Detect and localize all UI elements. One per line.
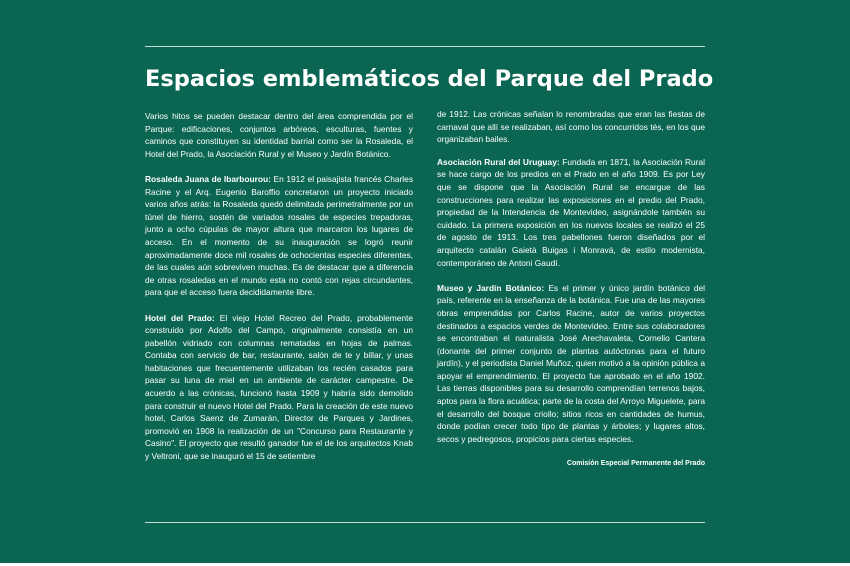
page-title: Espacios emblemáticos del Parque del Prado [145,66,714,92]
section-body: El viejo Hotel Recreo del Prado, probablemente construido por Adolfo del Campo, originalmente consistía en un pabellón vidriado con columnas rematadas en hojas de palmas. Contaba con servicio de bar, restaurante, salón de te y billar, y unas habitaciones que frecuentemente utilizaban los recién casados para pasar su luna de miel en un ambiente de carácter campestre. De acuerdo a las crónicas, funcionó hasta 1909 y habría sido demolido para construir el nuevo Hotel del Prado. Para la creación de este nuevo hotel, Carlos Saenz de Zumarán, Director de Parques y Jardines, promovió en 1908 la realización de un "Concurso para Restaurante y Casino". El proyecto que resultó ganador fue el de los arquitectos Knab y Veltroni, que se inauguró el 15 de setiembre [145,312,414,462]
section-museo-jardin [437,282,705,446]
section-heading: Asociación Rural del Uruguay: [437,156,560,167]
section-heading: Museo y Jardín Botánico: [437,282,545,293]
signature: Comisión Especial Permanente del Prado [566,460,705,468]
section-body-continuation: de 1912. Las crónicas señalan lo renombradas que eran las fiestas de carnaval que allí se realizaban, así como los concurridos tés, en los que organizaban bailes. [437,109,705,145]
section-body: Es el primer y único jardín botánico del país, referente en la enseñanza de la botánica. Fue una de las mayores obras emprendidas por Carlos Racine, autor de varios proyectos destinados a espacios verdes de Montevideo. Entre sus colaboradores se encontraban el naturalista José Arechavaleta, Cornelio Cantera (donante del primer conjunto de plantas autóctonas para el futuro jardín), y el periodista Daniel Muñoz, quien motivó a la opinión pública a apoyar el emprendimiento. El proyecto fue aprobado en el año 1902. Las tierras disponibles para su desarrollo comprendían terrenos bajos, aptos para la flora acuática; parte de la costa del Arroyo Miguelete, para el desarrollo del bosque criollo; sitios ricos en cantidades de humus, donde podían crecer todo tipo de plantas y árboles; y lugares altos, secos y pedregosos, propicios para ciertas especies. [437,282,706,444]
section-body: En 1912 el paisajista francés Charles Racine y el Arq. Eugenio Baroffio concretaron un proyecto iniciado varios años atrás: la Rosaleda quedó delimitada perimetralmente por un túnel de hierro, sostén de variados rosales de especies trepadoras, junto a ocho cúpulas de mayor altura que marcaron los lugares de acceso. En el momento de su inauguración se logró reunir aproximadamente doce mil rosales de ochocientas especies diferentes, de las cuales aún sobreviven muchas. Es de destacar que a diferencia de otras rosaledas en el mundo esta no contó con rejas circundantes, para que el acceso fuera decididamente libre. [145,173,414,298]
top-divider [145,46,705,47]
intro-text: Varios hitos se pueden destacar dentro del área comprendida por el Parque: edificaciones, conjuntos arbóreos, esculturas, fuentes y caminos que constituyen su identidad barrial como ser la Rosaleda, el Hotel del Prado, la Asociación Rural y el Museo y Jardín Botánico. [145,111,413,159]
intro-paragraph [145,110,413,160]
left-column [145,110,413,475]
section-hotel [145,312,413,463]
section-rosaleda [145,173,413,299]
section-hotel-continuation [437,108,705,146]
section-heading: Hotel del Prado: [145,312,215,323]
section-body: Fundada en 1871, la Asociación Rural se hace cargo de los predios en el Prado en el año 1909. Es por Ley que se dispone que la Asociación Rural se encargue de las construcciones para realizar las exposiciones en el predio del Prado, propiedad de la Intendencia de Montevideo, asignándole también su cuidado. La primera exposición en los nuevos locales se realizó el 25 de agosto de 1913. Los tres pabellones fueron diseñados por el arquitecto catalán Gaietà Buigas i Monravá, de estilo modernista, contemporáneo de Antoni Gaudí. [437,156,706,268]
bottom-divider [145,522,705,523]
section-asociacion-rural [437,156,705,269]
section-heading: Rosaleda Juana de Ibarbourou: [145,173,271,184]
right-column [437,108,705,483]
